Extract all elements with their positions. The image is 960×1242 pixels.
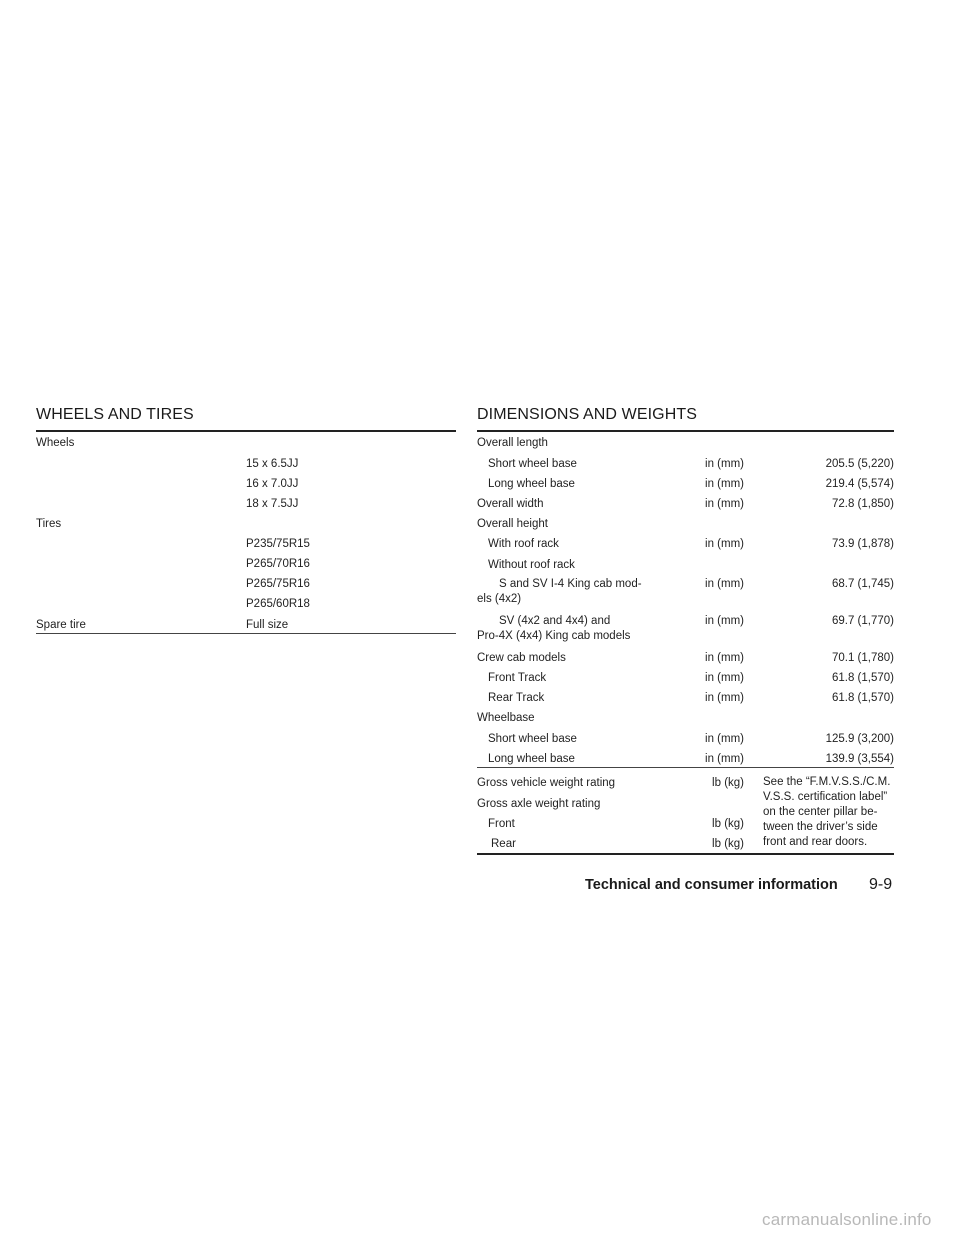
overall-height-label: Overall height	[477, 518, 548, 530]
rear-axle-label: Rear	[491, 838, 516, 850]
spare-tire-label: Spare tire	[36, 619, 86, 631]
watermark: carmanualsonline.info	[762, 1210, 932, 1229]
unit-label: in (mm)	[705, 753, 744, 765]
gawr-label: Gross axle weight rating	[477, 798, 601, 810]
note-line: front and rear doors.	[763, 836, 868, 848]
dimensions-weights-rule	[477, 430, 894, 432]
unit-label: in (mm)	[705, 672, 744, 684]
wheelbase-long-label: Long wheel base	[488, 753, 575, 765]
tire-size: P265/75R16	[246, 578, 310, 590]
with-roof-rack-value: 73.9 (1,878)	[831, 538, 894, 550]
wheel-size: 15 x 6.5JJ	[246, 458, 299, 470]
tire-size: P265/70R16	[246, 558, 310, 570]
wheels-tires-end-rule	[36, 633, 456, 634]
long-wheel-base-label: Long wheel base	[488, 478, 575, 490]
wheels-tires-title: WHEELS AND TIRES	[36, 406, 194, 423]
weight-unit-label: lb (kg)	[712, 838, 744, 850]
unit-label: in (mm)	[705, 478, 744, 490]
page-number: 9-9	[869, 876, 893, 893]
s-sv-models-value: 68.7 (1,745)	[831, 578, 894, 590]
tire-size: P235/75R15	[246, 538, 310, 550]
rear-track-value: 61.8 (1,570)	[831, 692, 894, 704]
footer-chapter-title: Technical and consumer information	[585, 877, 838, 893]
crew-cab-label: Crew cab models	[477, 652, 566, 664]
wheel-size: 18 x 7.5JJ	[246, 498, 299, 510]
sv-pro-models-line2: Pro-4X (4x4) King cab models	[477, 630, 631, 642]
weight-unit-label: lb (kg)	[712, 818, 744, 830]
length-short-value: 205.5 (5,220)	[825, 458, 894, 470]
wheelbase-short-label: Short wheel base	[488, 733, 577, 745]
front-track-label: Front Track	[488, 672, 547, 684]
unit-label: in (mm)	[705, 615, 744, 627]
unit-label: in (mm)	[705, 498, 744, 510]
spare-tire-value: Full size	[246, 619, 289, 631]
tires-label: Tires	[36, 518, 62, 530]
certification-label-note	[763, 775, 890, 850]
wheelbase-long-value: 139.9 (3,554)	[825, 753, 894, 765]
note-line: tween the driver’s side	[763, 821, 878, 833]
overall-width-label: Overall width	[477, 498, 544, 510]
length-long-value: 219.4 (5,574)	[825, 478, 894, 490]
wheelbase-short-value: 125.9 (3,200)	[825, 733, 894, 745]
unit-label: in (mm)	[705, 652, 744, 664]
dimensions-weights-title: DIMENSIONS AND WEIGHTS	[477, 406, 697, 423]
width-value: 72.8 (1,850)	[831, 498, 894, 510]
with-roof-rack-label: With roof rack	[488, 538, 559, 550]
wheelbase-label: Wheelbase	[477, 712, 535, 724]
s-sv-models-line2: els (4x2)	[477, 593, 522, 605]
front-axle-label: Front	[488, 818, 515, 830]
front-track-value: 61.8 (1,570)	[831, 672, 894, 684]
gvwr-label: Gross vehicle weight rating	[477, 777, 616, 789]
dimensions-end-rule	[477, 853, 894, 855]
tire-size: P265/60R18	[246, 598, 310, 610]
unit-label: in (mm)	[705, 733, 744, 745]
s-sv-models-line1: S and SV I-4 King cab mod-	[499, 578, 642, 590]
short-wheel-base-label: Short wheel base	[488, 458, 577, 470]
sv-pro-models-line1: SV (4x2 and 4x4) and	[499, 615, 611, 627]
note-line: on the center pillar be-	[763, 806, 878, 818]
wheels-label: Wheels	[36, 437, 75, 449]
note-line: V.S.S. certification label”	[763, 791, 888, 803]
without-roof-rack-label: Without roof rack	[488, 559, 575, 571]
unit-label: in (mm)	[705, 578, 744, 590]
unit-label: in (mm)	[705, 692, 744, 704]
unit-label: in (mm)	[705, 458, 744, 470]
wheel-size: 16 x 7.0JJ	[246, 478, 299, 490]
wheels-tires-rule	[36, 430, 456, 432]
rear-track-label: Rear Track	[488, 692, 545, 704]
dimensions-mid-rule	[477, 767, 894, 768]
crew-cab-value: 70.1 (1,780)	[831, 652, 894, 664]
unit-label: in (mm)	[705, 538, 744, 550]
weight-unit-label: lb (kg)	[712, 777, 744, 789]
note-line: See the “F.M.V.S.S./C.M.	[763, 776, 891, 788]
sv-pro-models-value: 69.7 (1,770)	[831, 615, 894, 627]
overall-length-label: Overall length	[477, 437, 548, 449]
